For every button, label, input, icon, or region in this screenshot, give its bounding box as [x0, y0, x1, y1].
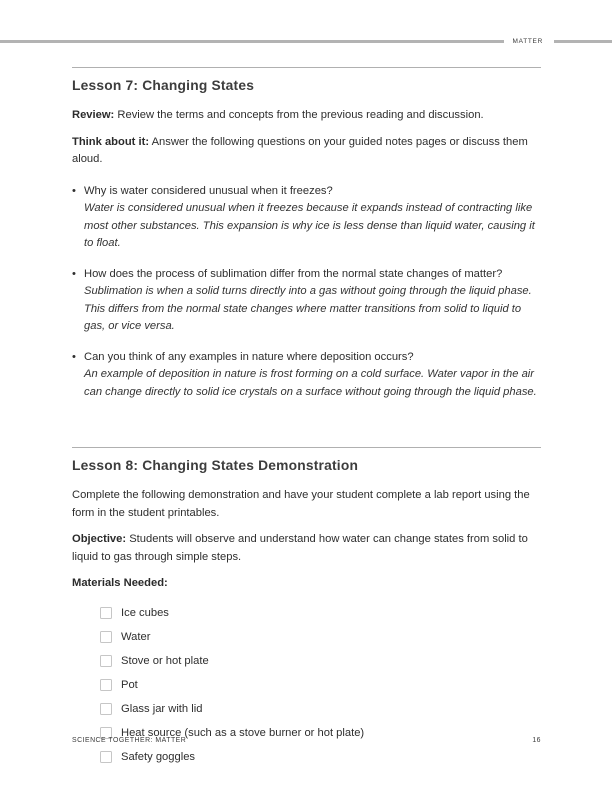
- material-item: [100, 745, 541, 769]
- question-item-1: [72, 183, 541, 253]
- question-text: • How does the process of sublimation differ from the normal state changes of matter?: [84, 267, 503, 280]
- question-item-2: [72, 266, 541, 336]
- checkbox-icon: [100, 607, 112, 619]
- material-item: [100, 649, 541, 673]
- checkbox-icon: [100, 679, 112, 691]
- material-item: [100, 697, 541, 721]
- running-head: MATTER: [512, 38, 543, 45]
- question-text: • Can you think of any examples in nature where deposition occurs?: [84, 350, 414, 363]
- discussion-question-list: [72, 183, 541, 402]
- checkbox-icon: [100, 631, 112, 643]
- think-about-it-label: Think about it:: [72, 135, 150, 148]
- think-about-it-text: Answer the following questions on your guided notes pages or discuss them aloud.: [72, 135, 528, 165]
- answer-text: An example of deposition in nature is frost forming on a cold surface. Water vapor in the air can change directly to solid ice crystals on a surface without going through the liquid phase.: [84, 368, 537, 398]
- checkbox-icon: [100, 751, 112, 763]
- checkbox-icon: [100, 655, 112, 667]
- objective-paragraph: [72, 531, 541, 566]
- materials-needed-label: Materials Needed:: [72, 577, 168, 589]
- material-item: [100, 601, 541, 625]
- material-label: Water: [121, 630, 151, 643]
- material-label: Ice cubes: [121, 606, 169, 619]
- think-about-it-paragraph: [72, 134, 541, 169]
- objective-label: Objective:: [72, 533, 127, 545]
- answer-text: Water is considered unusual when it freezes because it expands instead of contracting like most other substances. This expansion is why ice is less dense than liquid water, causing it to float.: [84, 202, 535, 249]
- question-text: • Why is water considered unusual when it freezes?: [84, 184, 333, 197]
- review-label: Review:: [72, 109, 115, 121]
- section-divider-lesson8: [72, 447, 541, 448]
- page-number: 16: [532, 737, 541, 744]
- lesson7-title: Lesson 7: Changing States: [72, 78, 255, 93]
- lesson8-title: Lesson 8: Changing States Demonstration: [72, 458, 359, 473]
- review-text: Review the terms and concepts from the previous reading and discussion.: [117, 109, 484, 121]
- objective-text: Students will observe and understand how water can change states from solid to liquid to gas through simple steps.: [72, 533, 528, 563]
- header-rule-right: [554, 40, 612, 44]
- material-label: Stove or hot plate: [121, 654, 209, 667]
- footer-book-title: SCIENCE TOGETHER: MATTER: [72, 737, 187, 744]
- material-label: Safety goggles: [121, 750, 196, 763]
- page-footer: [72, 737, 541, 744]
- question-item-3: [72, 349, 541, 402]
- page-content: [72, 0, 541, 769]
- checkbox-icon: [100, 703, 112, 715]
- material-item: [100, 673, 541, 697]
- review-paragraph: [72, 107, 541, 125]
- answer-text: Sublimation is when a solid turns directly into a gas without going through the liquid phase. This differs from the normal state changes where matter transitions from solid to liquid to gas, or vice versa.: [84, 285, 532, 332]
- material-label: Glass jar with lid: [121, 702, 203, 715]
- lesson8-intro-paragraph: Complete the following demonstration and have your student complete a lab report using the form in the student printables.: [72, 489, 530, 519]
- material-item: [100, 625, 541, 649]
- section-divider-lesson7: [72, 67, 541, 68]
- material-label: Pot: [121, 678, 138, 691]
- material-label: Heat source (such as a stove burner or hot plate): [121, 726, 365, 739]
